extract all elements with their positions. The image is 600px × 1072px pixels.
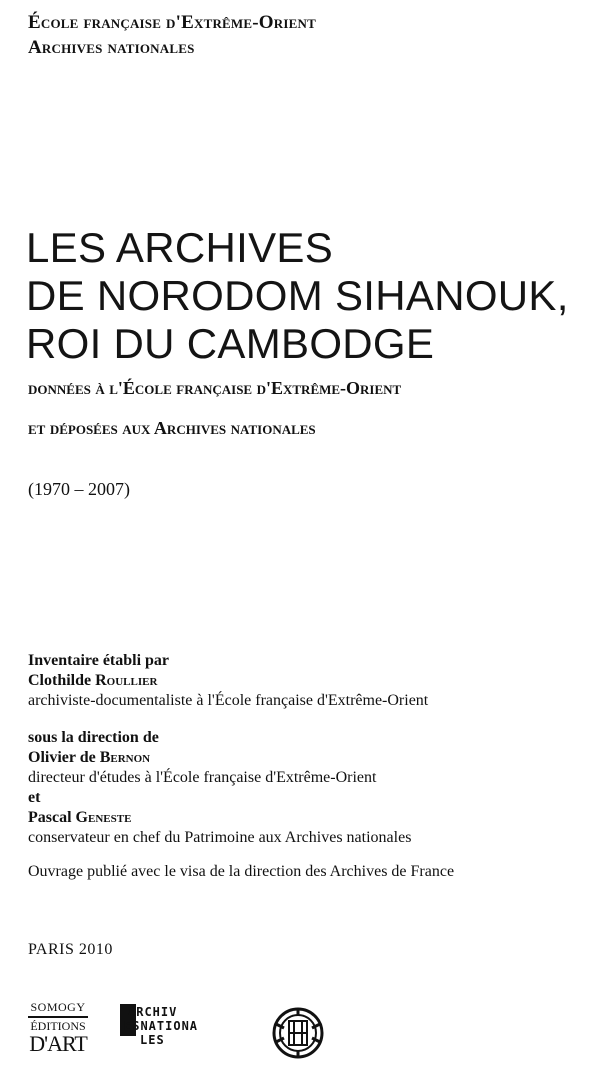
- somogy-logo-line-2: ÉDITIONS: [30, 1019, 86, 1033]
- author1-name: [28, 671, 428, 691]
- date-range: (1970 – 2007): [28, 479, 130, 499]
- author2-name: [28, 748, 411, 768]
- subtitle-line-2: et déposées aux Archives nationales: [28, 418, 316, 438]
- author3-last-name: Geneste: [75, 809, 132, 826]
- efeo-emblem-icon: [268, 1006, 328, 1060]
- somogy-logo-line-3: D'ART: [29, 1031, 87, 1056]
- publication-visa: Ouvrage publié avec le visa de la direction des Archives de France: [28, 863, 455, 880]
- author3-first-name: Pascal: [28, 809, 72, 826]
- archives-logo-line-2: ESNATIONA: [124, 1019, 199, 1033]
- conjunction: et: [28, 789, 41, 806]
- inventory-label: Inventaire établi par: [28, 652, 170, 669]
- author2-last-name: Bernon: [99, 749, 151, 766]
- efeo-emblem-svg: [268, 1006, 328, 1060]
- subtitle-line-1: données à l'École française d'Extrême-Orient: [28, 378, 402, 398]
- somogy-logo: [28, 1000, 88, 1055]
- author1-first-name: Clothilde: [28, 672, 92, 689]
- author2-first-name: Olivier de: [28, 749, 96, 766]
- author2-role: directeur d'études à l'École française d'Extrême-Orient: [28, 769, 377, 786]
- archives-logo-line-1: ARCHIV: [128, 1005, 178, 1019]
- somogy-logo-line-1: SOMOGY: [30, 1000, 86, 1014]
- somogy-logo-rule: [28, 1016, 88, 1018]
- author1-role: archiviste-documentaliste à l'École française d'Extrême-Orient: [28, 692, 429, 709]
- institution-line-1: École française d'Extrême-Orient: [28, 12, 316, 33]
- direction-label: sous la direction de: [28, 729, 159, 746]
- place-year: PARIS 2010: [28, 941, 113, 958]
- archives-logo-line-3: LES: [140, 1033, 165, 1047]
- author3-role: conservateur en chef du Patrimoine aux Archives nationales: [28, 829, 412, 846]
- archives-nationales-logo: [120, 1002, 244, 1058]
- institution-line-2: Archives nationales: [28, 37, 195, 58]
- author1-last-name: Roullier: [95, 672, 158, 689]
- title-line-3: ROI DU CAMBODGE: [26, 320, 435, 367]
- title-line-1: LES ARCHIVES: [26, 224, 334, 271]
- author3-name: [28, 808, 411, 828]
- inventory-credit: [28, 651, 428, 711]
- direction-credit: [28, 728, 411, 848]
- title-line-2: DE NORODOM SIHANOUK,: [26, 272, 569, 319]
